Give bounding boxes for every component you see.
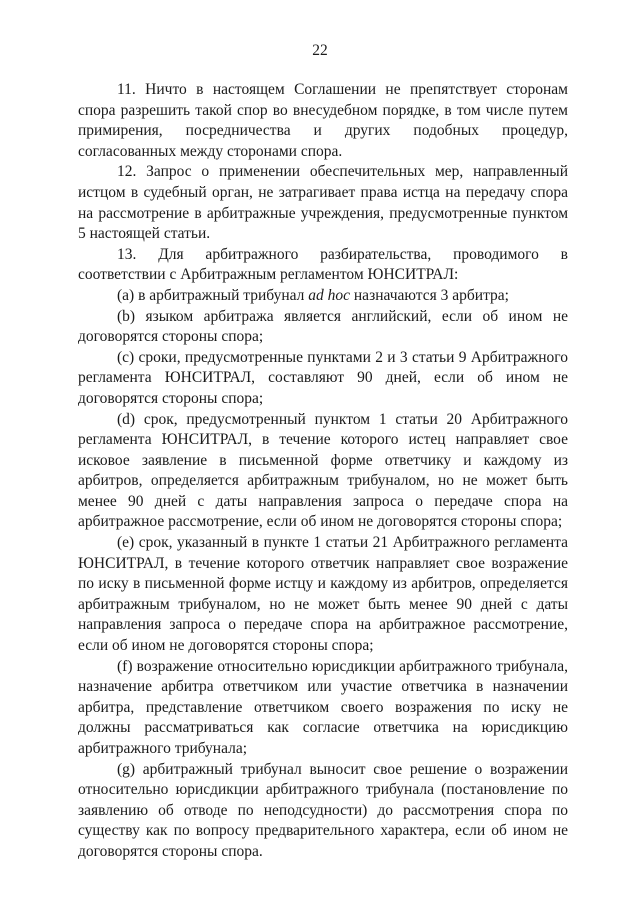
paragraph-13-d: (d) срок, предусмотренный пунктом 1 статьи 20 Арбитражного регламента ЮНСИТРАЛ, в течение которого истец направляет свое исковое заявление в письменной форме ответчику и каждому из арбитров, определяется арбитражным трибуналом, но не может быть менее 90 дней с даты направления запроса о передаче спора на арбитражное рассмотрение, если об ином не договорятся стороны спора; bbox=[78, 410, 568, 531]
paragraph-13-a-italic: ad hoc bbox=[308, 286, 351, 304]
page-number: 22 bbox=[312, 42, 328, 59]
paragraph-13-a-suffix: назначаются 3 арбитра; bbox=[350, 286, 509, 304]
paragraph-13-g: (g) арбитражный трибунал выносит свое решение о возражении относительно юрисдикции арбитражного трибунала (постановление по заявлению об отводе по неподсудности) до рассмотрения спора по существу как по вопросу предварительного характера, если об ином не договорятся стороны спора. bbox=[78, 760, 568, 860]
paragraph-13: 13. Для арбитражного разбирательства, проводимого в соответствии с Арбитражным регламентом ЮНСИТРАЛ: bbox=[78, 245, 568, 284]
paragraph-13-a bbox=[78, 286, 568, 307]
paragraph-13-b: (b) языком арбитража является английский, если об ином не договорятся стороны спора; bbox=[78, 307, 568, 346]
paragraph-13-e: (e) срок, указанный в пункте 1 статьи 21 Арбитражного регламента ЮНСИТРАЛ, в течение которого ответчик направляет свое возражение по иску в письменной форме истцу и каждому из арбитров, определяется арбитражным трибуналом, но не может быть менее 90 дней с даты направления запроса о передаче спора на арбитражное рассмотрение, если об ином не договорятся стороны спора; bbox=[78, 534, 568, 655]
paragraph-12: 12. Запрос о применении обеспечительных мер, направленный истцом в судебный орган, не затрагивает права истца на передачу спора на рассмотрение в арбитражные учреждения, предусмотренные пунктом 5 настоящей статьи. bbox=[78, 163, 568, 243]
paragraph-11: 11. Ничто в настоящем Соглашении не препятствует сторонам спора разрешить такой спор во внесудебном порядке, в том числе путем примирения, посредничества и других подобных процедур, согласованных между сторонами спора. bbox=[78, 81, 568, 160]
paragraph-13-f: (f) возражение относительно юрисдикции арбитражного трибунала, назначение арбитра ответчиком или участие ответчика в назначении арбитра, представление ответчиком своего возражения по иску не должны рассматриваться как согласие ответчика на юрисдикцию арбитражного трибунала; bbox=[78, 657, 568, 757]
paragraph-13-a-prefix: (a) в арбитражный трибунал bbox=[117, 286, 309, 304]
document-body bbox=[78, 80, 568, 863]
paragraph-13-c: (c) сроки, предусмотренные пунктами 2 и 3 статьи 9 Арбитражного регламента ЮНСИТРАЛ, составляют 90 дней, если об ином не договорятся стороны спора; bbox=[78, 348, 568, 407]
